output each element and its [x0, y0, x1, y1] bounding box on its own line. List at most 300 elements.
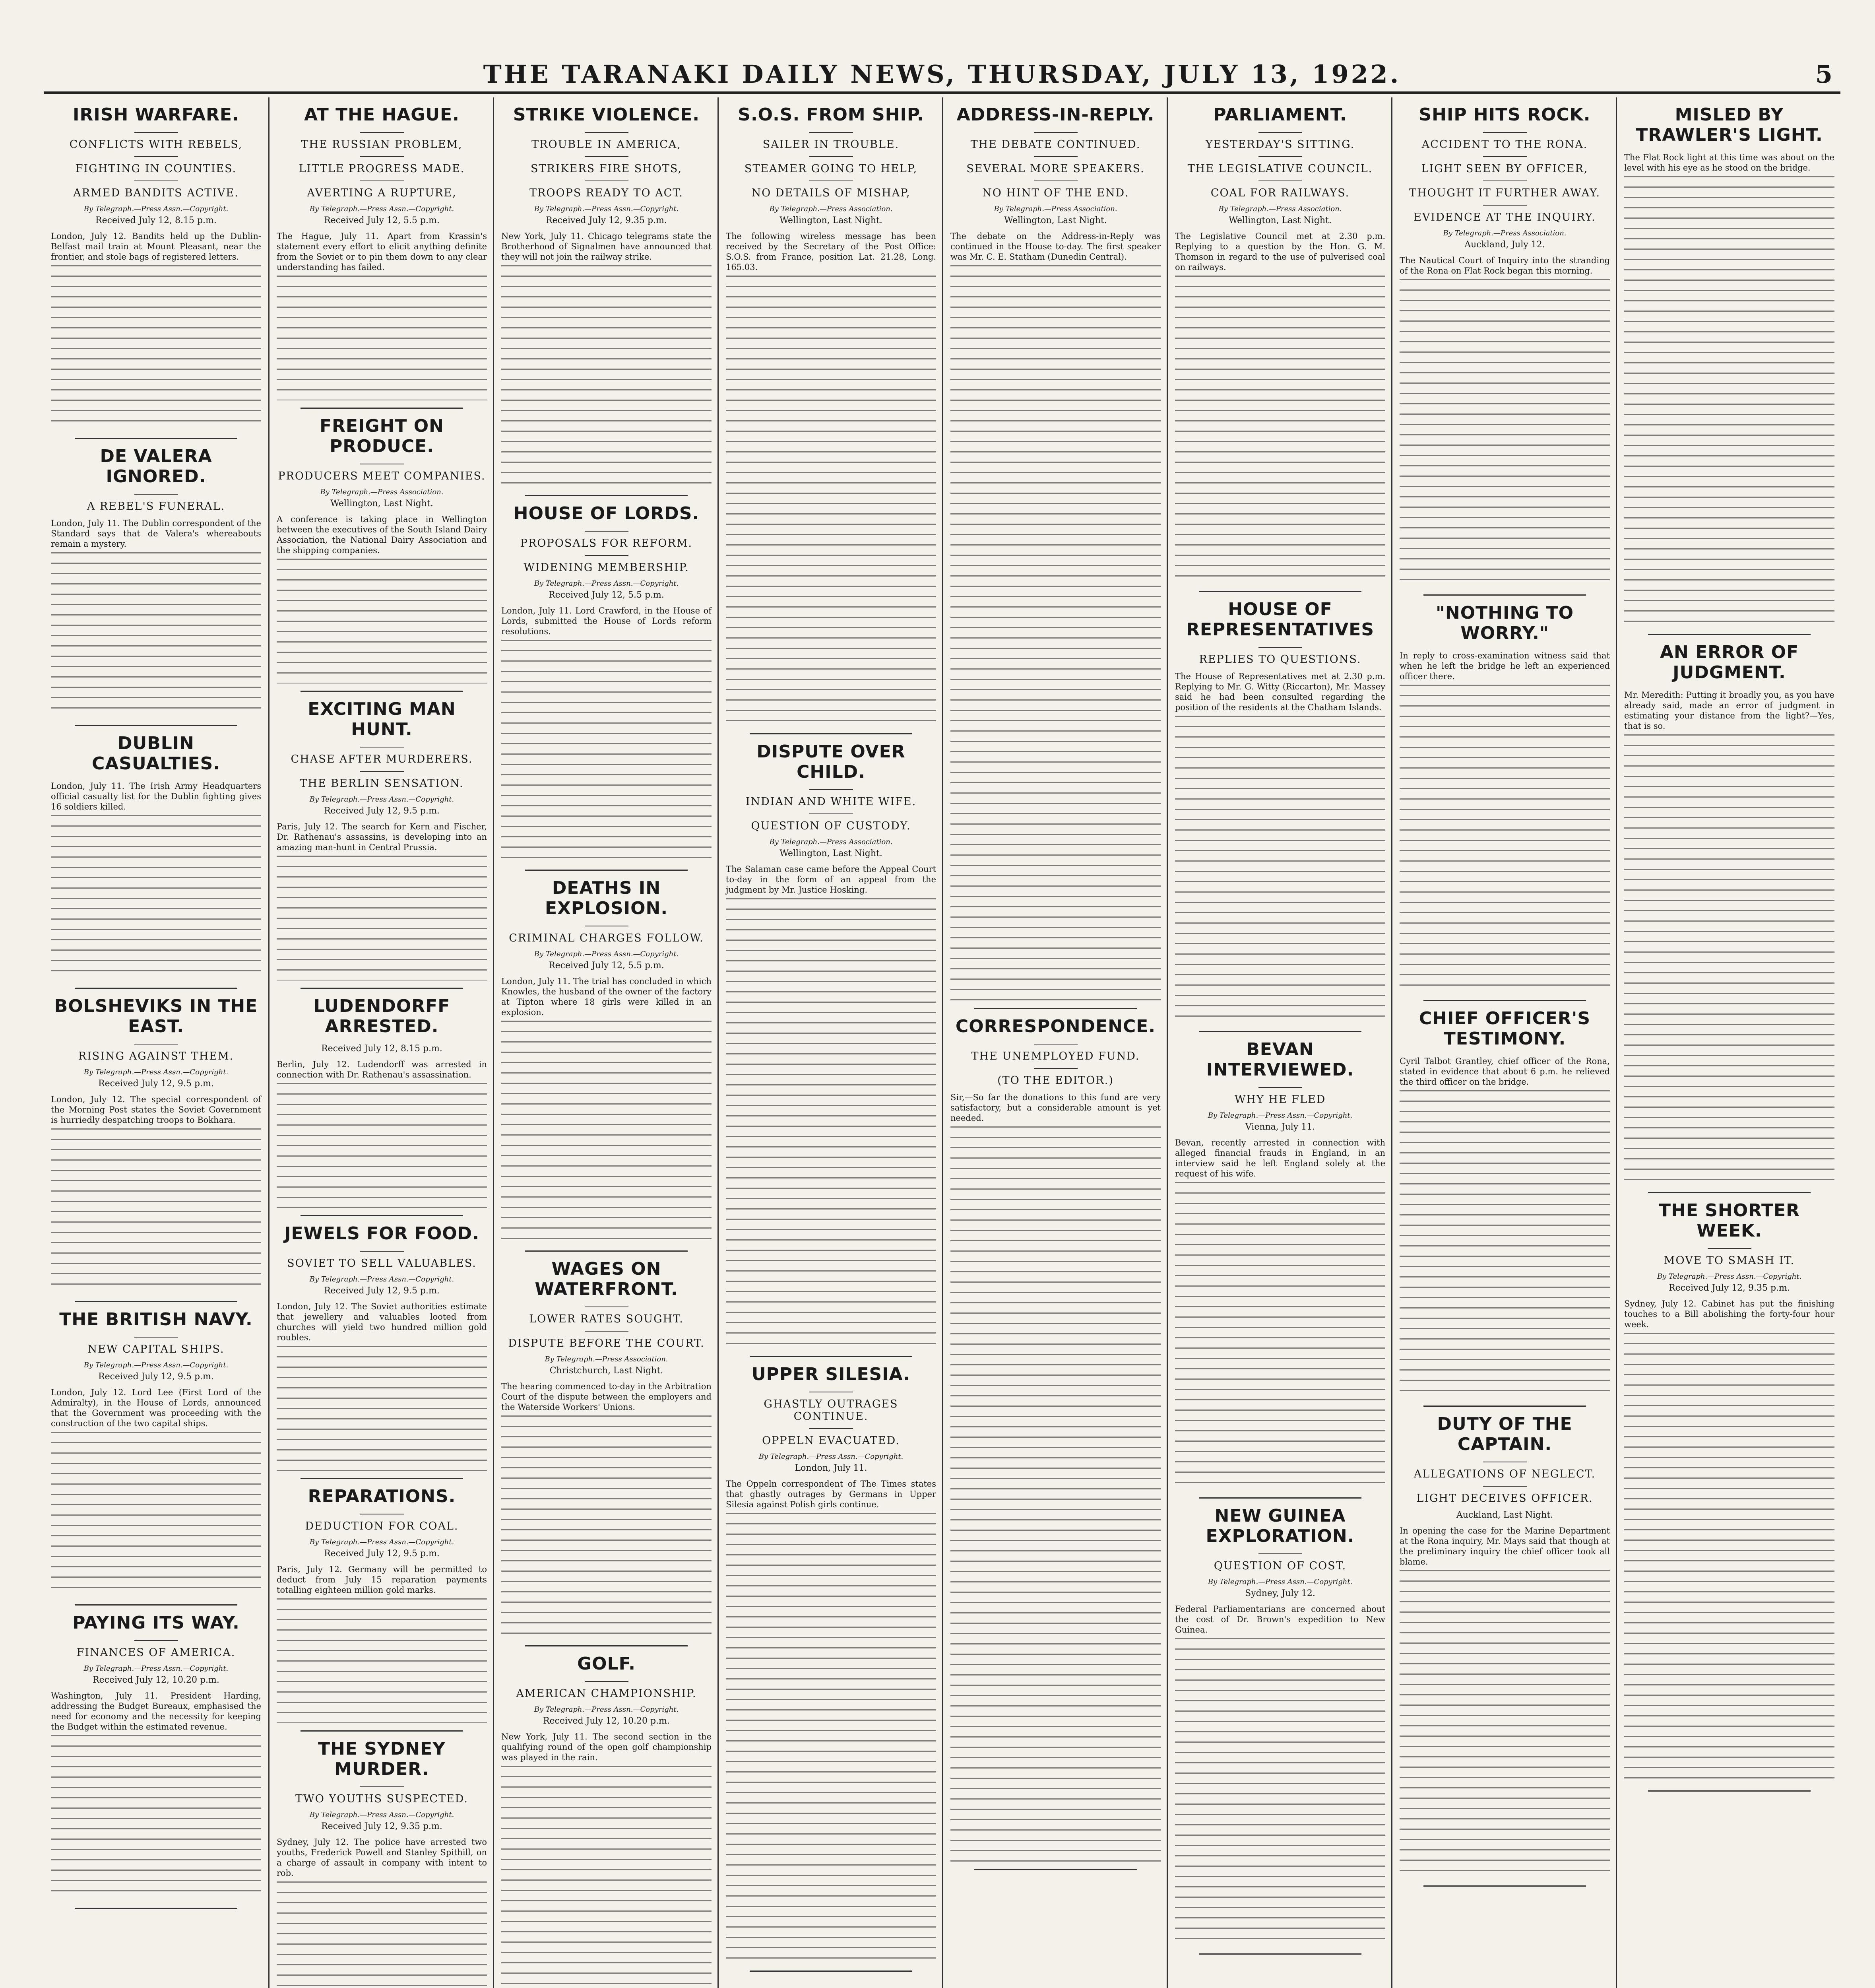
section-rule — [1199, 1497, 1361, 1499]
article-body: In opening the case for the Marine Department at the Rona inquiry, Mr. Mays said that though at the preliminary inquiry the chief officer took all blame. — [1400, 1526, 1610, 1567]
divider — [585, 531, 628, 532]
article-headline: HOUSE OF REPRESENTATIVES — [1186, 599, 1375, 640]
section-rule — [1648, 634, 1811, 635]
article-body-continuation — [1400, 279, 1610, 587]
divider — [360, 1251, 404, 1252]
article-received-line: Received July 12, 9.35 p.m. — [1669, 1283, 1790, 1293]
article-body: Sydney, July 12. The police have arrested two youths, Frederick Powell and Stanley Spithill, on a charge of assault in company with intent to rob. — [277, 1837, 487, 1878]
article-subheading: AMERICAN CHAMPIONSHIP. — [516, 1687, 697, 1700]
article-received-line: Received July 12, 9.5 p.m. — [98, 1372, 214, 1382]
section-rule — [525, 495, 688, 496]
divider — [360, 771, 404, 772]
article-received-line: Sydney, July 12. — [1245, 1588, 1315, 1598]
article — [51, 733, 261, 989]
divider — [360, 132, 404, 133]
article-subheading: CHASE AFTER MURDERERS. — [291, 753, 473, 765]
article-subheading: STEAMER GOING TO HELP, — [744, 163, 918, 175]
article-subheading: NO DETAILS OF MISHAP, — [751, 187, 911, 199]
article — [1175, 599, 1385, 1032]
section-rule — [301, 691, 463, 692]
article — [277, 105, 487, 409]
article-byline: By Telegraph.—Press Assn.—Copyright. — [1208, 1578, 1353, 1586]
article-subheading: TROOPS READY TO ACT. — [529, 187, 683, 199]
article-body-continuation — [726, 1513, 936, 1963]
article-headline: DEATHS IN EXPLOSION. — [545, 878, 668, 918]
article-subheading: NO HINT OF THE END. — [982, 187, 1129, 199]
column-6 — [1167, 97, 1392, 1988]
article-body-continuation — [51, 265, 261, 431]
article-body-continuation — [950, 1126, 1161, 1862]
article-body: The Oppeln correspondent of The Times states that ghastly outrages by Germans in Upper Silesia against Polish girls continue. — [726, 1479, 936, 1509]
article-headline: ADDRESS-IN-REPLY. — [956, 105, 1155, 125]
divider — [1034, 1068, 1078, 1069]
article-body: London, July 12. The special correspondent of the Morning Post states the Soviet Government is hurriedly despatching troops to Bokhara. — [51, 1095, 261, 1125]
article-headline: IRISH WARFARE. — [73, 105, 239, 125]
article-received-line: Wellington, Last Night. — [330, 499, 433, 509]
section-rule — [974, 1008, 1137, 1009]
article-subheading: LIGHT DECEIVES OFFICER. — [1416, 1492, 1593, 1505]
article-body: London, July 12. Lord Lee (First Lord of the Admiralty), in the House of Lords, announced that the Government was proceeding with the construction of the two capital ships. — [51, 1388, 261, 1428]
article-byline: By Telegraph.—Press Assn.—Copyright. — [534, 205, 679, 213]
section-rule — [974, 1869, 1137, 1870]
column-5 — [942, 97, 1168, 1988]
article-body-continuation — [950, 265, 1161, 1001]
article-headline: S.O.S. FROM SHIP. — [738, 105, 924, 125]
section-rule — [1648, 1192, 1811, 1193]
article-byline: By Telegraph.—Press Assn.—Copyright. — [83, 205, 229, 213]
article-headline: CHIEF OFFICER'S TESTIMONY. — [1419, 1008, 1591, 1049]
article-subheading: A REBEL'S FUNERAL. — [87, 500, 225, 513]
article-headline: AN ERROR OF JUDGMENT. — [1660, 642, 1799, 683]
column-7 — [1391, 97, 1617, 1988]
section-rule — [301, 1478, 463, 1479]
section-rule — [525, 870, 688, 871]
divider — [809, 789, 853, 790]
article-subheading: CONFLICTS WITH REBELS, — [69, 138, 243, 151]
article-received-line: Received July 12, 8.15 p.m. — [95, 215, 217, 225]
article-subheading: OPPELN EVACUATED. — [762, 1435, 900, 1447]
article — [277, 416, 487, 692]
article-body-continuation — [51, 815, 261, 980]
article-body: London, July 12. The Soviet authorities estimate that jewellery and valuables looted from churches will yield two hundred million gold roubles. — [277, 1302, 487, 1342]
article-body-continuation — [1400, 1090, 1610, 1398]
article-received-line: Received July 12, 9.35 p.m. — [546, 215, 667, 225]
divider — [1483, 132, 1527, 133]
article-body: Paris, July 12. The search for Kern and Fischer, Dr. Rathenau's assassins, is developing into an amazing man-hunt in Central Prussia. — [277, 822, 487, 852]
article — [501, 1654, 712, 1988]
article-body-continuation — [1175, 1182, 1385, 1490]
article-byline: By Telegraph.—Press Association. — [545, 1355, 668, 1363]
article — [726, 1364, 936, 1972]
divider — [1034, 132, 1078, 133]
article-body-continuation — [1175, 716, 1385, 1024]
article-headline: DE VALERA IGNORED. — [100, 446, 212, 487]
article-body: The Legislative Council met at 2.30 p.m. Replying to a question by the Hon. G. M. Thomson in regard to the use of pulverised coal on railways. — [1175, 231, 1385, 272]
article — [1400, 105, 1610, 596]
article-received-line: Auckland, July 12. — [1464, 240, 1545, 250]
article-subheading: PROPOSALS FOR REFORM. — [520, 537, 693, 549]
article-subheading: ARMED BANDITS ACTIVE. — [73, 187, 239, 199]
divider — [809, 156, 853, 157]
section-rule — [75, 988, 237, 989]
article-subheading: LIGHT SEEN BY OFFICER, — [1421, 163, 1588, 175]
divider — [1034, 156, 1078, 157]
article — [1624, 642, 1834, 1193]
article-body: Berlin, July 12. Ludendorff was arrested in connection with Dr. Rathenau's assassination. — [277, 1060, 487, 1079]
article-byline: By Telegraph.—Press Association. — [769, 205, 893, 213]
article-body: Bevan, recently arrested in connection with alleged financial frauds in England, in an interview said he left England solely at the request of his wife. — [1175, 1138, 1385, 1178]
column-3 — [493, 97, 719, 1988]
article-headline: NEW GUINEA EXPLORATION. — [1206, 1506, 1355, 1546]
divider — [1258, 1087, 1302, 1088]
article-body-continuation — [51, 552, 261, 718]
article-byline: By Telegraph.—Press Assn.—Copyright. — [309, 795, 454, 804]
divider — [134, 494, 178, 495]
article-received-line: Vienna, July 11. — [1245, 1122, 1315, 1132]
divider — [585, 156, 628, 157]
divider — [134, 156, 178, 157]
article-subheading: LOWER RATES SOUGHT. — [529, 1313, 684, 1325]
article-byline: By Telegraph.—Press Assn.—Copyright. — [83, 1361, 229, 1369]
article-received-line: Christchurch, Last Night. — [549, 1366, 663, 1376]
article-received-line: Auckland, Last Night. — [1456, 1510, 1553, 1520]
divider — [134, 1640, 178, 1641]
article-headline: THE SYDNEY MURDER. — [318, 1739, 446, 1779]
article-body-continuation — [277, 1598, 487, 1723]
divider — [1708, 1248, 1751, 1249]
section-rule — [1199, 1031, 1361, 1032]
article-received-line: Received July 12, 9.5 p.m. — [324, 1286, 440, 1296]
article-received-line: Received July 12, 5.5 p.m. — [549, 961, 664, 971]
article-headline: BOLSHEVIKS IN THE EAST. — [54, 996, 258, 1037]
article-body: In reply to cross-examination witness said that when he left the bridge he left an experienced officer there. — [1400, 651, 1610, 681]
article-headline: CORRESPONDENCE. — [955, 1016, 1156, 1037]
article-subheading: LITTLE PROGRESS MADE. — [299, 163, 465, 175]
section-rule — [750, 733, 912, 734]
section-rule — [301, 1215, 463, 1216]
article-subheading: WIDENING MEMBERSHIP. — [524, 561, 689, 574]
article-body-continuation — [726, 898, 936, 1349]
article-subheading: EVIDENCE AT THE INQUIRY. — [1414, 211, 1596, 223]
section-rule — [1648, 1790, 1811, 1792]
article-received-line: Received July 12, 9.5 p.m. — [324, 1549, 440, 1559]
article-subheading: SEVERAL MORE SPEAKERS. — [966, 163, 1145, 175]
article-received-line: Received July 12, 8.15 p.m. — [321, 1044, 442, 1054]
article — [277, 996, 487, 1216]
article-body: New York, July 11. The second section in the qualifying round of the open golf championship was played in the rain. — [501, 1732, 712, 1762]
article-body: Sydney, July 12. Cabinet has put the finishing touches to a Bill abolishing the forty-four hour week. — [1624, 1299, 1834, 1329]
article — [51, 105, 261, 439]
article-body-continuation — [277, 1881, 487, 1988]
article-body-continuation — [277, 1083, 487, 1208]
article — [51, 446, 261, 726]
article-body: Cyril Talbot Grantley, chief officer of the Rona, stated in evidence that about 6 p.m. he relieved the third officer on the bridge. — [1400, 1056, 1610, 1087]
article-received-line: Received July 12, 10.20 p.m. — [543, 1716, 670, 1726]
article — [277, 1486, 487, 1732]
article-subheading: SOVIET TO SELL VALUABLES. — [287, 1257, 477, 1270]
article-subheading: THE UNEMPLOYED FUND. — [971, 1050, 1140, 1062]
divider — [1483, 1486, 1527, 1487]
article-subheading: ACCIDENT TO THE RONA. — [1421, 138, 1588, 151]
article-headline: DISPUTE OVER CHILD. — [756, 742, 906, 782]
article-subheading: YESTERDAY'S SITTING. — [1205, 138, 1355, 151]
article-headline: REPARATIONS. — [308, 1486, 456, 1507]
section-rule — [75, 1908, 237, 1909]
article-received-line: Received July 12, 9.35 p.m. — [321, 1821, 442, 1831]
article-received-line: Received July 12, 5.5 p.m. — [324, 215, 440, 225]
article — [51, 1613, 261, 1909]
article-subheading: NEW CAPITAL SHIPS. — [87, 1343, 225, 1355]
article-subheading: TROUBLE IN AMERICA, — [531, 138, 681, 151]
article-headline: FREIGHT ON PRODUCE. — [320, 416, 444, 456]
article-received-line: London, July 11. — [795, 1463, 867, 1473]
article-headline: WAGES ON WATERFRONT. — [535, 1259, 678, 1299]
article-body-continuation — [277, 856, 487, 980]
article-body-continuation — [51, 1128, 261, 1294]
article-body-continuation — [1400, 685, 1610, 993]
section-rule — [301, 408, 463, 409]
article-byline: By Telegraph.—Press Assn.—Copyright. — [534, 950, 679, 958]
divider — [585, 1331, 628, 1332]
article — [1624, 1200, 1834, 1792]
article — [501, 503, 712, 871]
article-body: The Hague, July 11. Apart from Krassin's statement every effort to elicit anything definite from the Soviet or to pin them down to any clear understanding has failed. — [277, 231, 487, 272]
divider — [585, 1681, 628, 1682]
article-subheading: FIGHTING IN COUNTIES. — [75, 163, 237, 175]
article-subheading: REPLIES TO QUESTIONS. — [1199, 653, 1361, 666]
article-headline: UPPER SILESIA. — [751, 1364, 911, 1384]
column-8 — [1616, 97, 1842, 1988]
article-received-line: Received July 12, 10.20 p.m. — [93, 1675, 219, 1685]
article-byline: By Telegraph.—Press Association. — [1443, 229, 1567, 237]
column-2 — [268, 97, 494, 1988]
section-rule — [750, 1356, 912, 1357]
article — [1175, 1506, 1385, 1955]
article-body-continuation — [1624, 176, 1834, 627]
article-byline: By Telegraph.—Press Assn.—Copyright. — [1657, 1272, 1802, 1281]
article-body: The Nautical Court of Inquiry into the stranding of the Rona on Flat Rock began this morning. — [1400, 256, 1610, 276]
article-headline: STRIKE VIOLENCE. — [513, 105, 700, 125]
article-subheading: THE BERLIN SENSATION. — [300, 777, 464, 790]
article-body: London, July 12. Bandits held up the Dublin-Belfast mail train at Mount Pleasant, near the frontier, and stole bags of registered letters. — [51, 231, 261, 262]
article-byline: By Telegraph.—Press Assn.—Copyright. — [758, 1452, 904, 1461]
article-body-continuation — [51, 1735, 261, 1901]
article-subheading: DEDUCTION FOR COAL. — [305, 1520, 459, 1532]
article-byline: By Telegraph.—Press Assn.—Copyright. — [309, 205, 454, 213]
article-subheading: ALLEGATIONS OF NEGLECT. — [1414, 1468, 1596, 1480]
divider — [134, 132, 178, 133]
article-byline: By Telegraph.—Press Association. — [1218, 205, 1342, 213]
article-headline: DUTY OF THE CAPTAIN. — [1437, 1414, 1573, 1454]
article — [51, 1309, 261, 1606]
article-subheading: INDIAN AND WHITE WIFE. — [745, 796, 917, 808]
section-rule — [75, 438, 237, 439]
article-body: London, July 11. The Irish Army Headquarters official casualty list for the Dublin fighting gives 16 soldiers killed. — [51, 781, 261, 812]
divider — [809, 132, 853, 133]
section-rule — [75, 725, 237, 726]
article-subheading: FINANCES OF AMERICA. — [76, 1646, 236, 1659]
article-headline: LUDENDORFF ARRESTED. — [313, 996, 450, 1037]
article-body-continuation — [501, 1021, 712, 1243]
article — [501, 878, 712, 1252]
article-headline: DUBLIN CASUALTIES. — [91, 733, 221, 774]
section-rule — [1423, 1000, 1586, 1001]
article-body: Paris, July 12. Germany will be permitted to deduct from July 15 reparation payments totalling eighteen million gold marks. — [277, 1565, 487, 1595]
article-headline: HOUSE OF LORDS. — [513, 503, 700, 524]
article-body-continuation — [726, 276, 936, 726]
article-body: Washington, July 11. President Harding, addressing the Budget Bureaux, emphasised the need for economy and the necessity for keeping the Budget within the estimated revenue. — [51, 1691, 261, 1732]
section-rule — [301, 988, 463, 989]
article-subheading: THE DEBATE CONTINUED. — [970, 138, 1141, 151]
article — [501, 105, 712, 496]
article-subheading: COAL FOR RAILWAYS. — [1210, 187, 1350, 199]
article — [1400, 1414, 1610, 1887]
page-number: 5 — [1815, 60, 1832, 89]
article-body-continuation — [1400, 1570, 1610, 1878]
article-subheading: PRODUCERS MEET COMPANIES. — [278, 470, 486, 482]
divider — [585, 555, 628, 556]
article-headline: BEVAN INTERVIEWED. — [1206, 1039, 1354, 1080]
article-subheading: THE LEGISLATIVE COUNCIL. — [1187, 163, 1373, 175]
article-received-line: Wellington, Last Night. — [779, 848, 882, 858]
article — [1624, 105, 1834, 635]
article — [1175, 1039, 1385, 1499]
article-subheading: THOUGHT IT FURTHER AWAY. — [1409, 187, 1601, 199]
article-body: New York, July 11. Chicago telegrams state the Brotherhood of Signalmen have announced that they will not join the railway strike. — [501, 231, 712, 262]
article — [950, 1016, 1161, 1870]
article — [1400, 1008, 1610, 1407]
article-byline: By Telegraph.—Press Association. — [320, 488, 444, 496]
article — [501, 1259, 712, 1646]
article — [950, 105, 1161, 1009]
article-subheading: QUESTION OF CUSTODY. — [751, 820, 911, 832]
article-subheading: STRIKERS FIRE SHOTS, — [530, 163, 683, 175]
masthead-title: THE TARANAKI DAILY NEWS, THURSDAY, JULY 13, 1922. — [483, 60, 1401, 89]
article-received-line: Wellington, Last Night. — [1229, 215, 1332, 225]
article-subheading: RISING AGAINST THEM. — [78, 1050, 234, 1062]
article-body: The Salaman case came before the Appeal Court to-day in the form of an appeal from the judgment by Mr. Justice Hosking. — [726, 864, 936, 895]
article-body: Mr. Meredith: Putting it broadly you, as you have already said, made an error of judgment in estimating your distance from the light?—Yes, that is so. — [1624, 690, 1834, 731]
section-rule — [1199, 591, 1361, 592]
divider — [1258, 647, 1302, 648]
divider — [1258, 132, 1302, 133]
article-subheading: (TO THE EDITOR.) — [997, 1074, 1114, 1087]
article-body-continuation — [1175, 276, 1385, 584]
article-subheading: DISPUTE BEFORE THE COURT. — [508, 1337, 705, 1349]
divider — [134, 1337, 178, 1338]
article-headline: THE SHORTER WEEK. — [1659, 1200, 1800, 1241]
article-byline: By Telegraph.—Press Assn.—Copyright. — [534, 579, 679, 588]
article-headline: PAYING ITS WAY. — [72, 1613, 240, 1633]
article-headline: "NOTHING TO WORRY." — [1435, 603, 1574, 643]
section-rule — [1423, 1885, 1586, 1887]
article — [726, 742, 936, 1357]
article-subheading: CRIMINAL CHARGES FOLLOW. — [509, 932, 704, 944]
article-subheading: TWO YOUTHS SUSPECTED. — [295, 1793, 469, 1805]
divider — [585, 132, 628, 133]
article-body: London, July 11. The Dublin correspondent of the Standard says that de Valera's whereabouts remain a mystery. — [51, 518, 261, 549]
article-headline: MISLED BY TRAWLER'S LIGHT. — [1636, 105, 1823, 145]
article — [277, 699, 487, 989]
article-headline: JEWELS FOR FOOD. — [284, 1223, 479, 1244]
divider — [360, 1786, 404, 1787]
article-body-continuation — [1624, 1333, 1834, 1783]
article-subheading: THE RUSSIAN PROBLEM, — [301, 138, 463, 151]
article-body: London, July 11. The trial has concluded in which Knowles, the husband of the owner of the factory at Tipton where 18 girls were killed in an explosion. — [501, 977, 712, 1017]
article — [1175, 105, 1385, 592]
article-received-line: Received July 12, 9.5 p.m. — [324, 806, 440, 816]
article-body-continuation — [277, 1346, 487, 1471]
article — [726, 105, 936, 734]
article-body: Sir,—So far the donations to this fund are very satisfactory, but a considerable amount is yet needed. — [950, 1093, 1161, 1123]
article — [277, 1739, 487, 1988]
article-byline: By Telegraph.—Press Assn.—Copyright. — [83, 1068, 229, 1076]
section-rule — [75, 1604, 237, 1606]
article-body: The House of Representatives met at 2.30 p.m. Replying to Mr. G. Witty (Riccarton), Mr. Massey said he had been consulted regarding the position of the residents at the Chatham Islands. — [1175, 672, 1385, 712]
article-body-continuation — [51, 1432, 261, 1597]
article-subheading: MOVE TO SMASH IT. — [1664, 1254, 1795, 1267]
article-byline: By Telegraph.—Press Assn.—Copyright. — [309, 1538, 454, 1546]
divider — [1258, 156, 1302, 157]
article-body-continuation — [501, 1766, 712, 1988]
divider — [809, 1428, 853, 1429]
article-headline: SHIP HITS ROCK. — [1419, 105, 1591, 125]
masthead — [44, 60, 1840, 94]
article-body: A conference is taking place in Wellington between the executives of the South Island Dairy Association, the National Dairy Association and the shipping companies. — [277, 514, 487, 555]
article-body-continuation — [1175, 1638, 1385, 1946]
article — [1400, 603, 1610, 1001]
article-received-line: Wellington, Last Night. — [779, 215, 882, 225]
article-body: The debate on the Address-in-Reply was continued in the House to-day. The first speaker was Mr. C. E. Statham (Dunedin Central). — [950, 231, 1161, 262]
section-rule — [1423, 1406, 1586, 1407]
divider — [1483, 156, 1527, 157]
article-headline: AT THE HAGUE. — [304, 105, 460, 125]
article-body-continuation — [277, 559, 487, 683]
article-body-continuation — [501, 640, 712, 862]
article-headline: EXCITING MAN HUNT. — [308, 699, 456, 740]
article-body: The Flat Rock light at this time was about on the level with his eye as he stood on the bridge. — [1624, 153, 1834, 173]
article-headline: GOLF. — [577, 1654, 636, 1674]
article — [277, 1223, 487, 1479]
section-rule — [1423, 594, 1586, 596]
article-body: Federal Parliamentarians are concerned about the cost of Dr. Brown's expedition to New Guinea. — [1175, 1604, 1385, 1635]
article-body-continuation — [277, 276, 487, 400]
article-headline: THE BRITISH NAVY. — [59, 1309, 253, 1330]
article-byline: By Telegraph.—Press Assn.—Copyright. — [83, 1664, 229, 1673]
divider — [360, 156, 404, 157]
divider — [1258, 1553, 1302, 1554]
article-subheading: SAILER IN TROUBLE. — [762, 138, 900, 151]
article-subheading: GHASTLY OUTRAGES CONTINUE. — [764, 1398, 898, 1423]
article-byline: By Telegraph.—Press Assn.—Copyright. — [1208, 1111, 1353, 1120]
section-rule — [525, 1645, 688, 1646]
divider — [1483, 205, 1527, 206]
article — [51, 996, 261, 1302]
article-body-continuation — [501, 1415, 712, 1638]
article-columns — [44, 97, 1840, 1988]
article-body: The hearing commenced to-day in the Arbitration Court of the dispute between the employers and the Waterside Workers' Unions. — [501, 1382, 712, 1412]
article-headline: PARLIAMENT. — [1213, 105, 1347, 125]
article-received-line: Received July 12, 9.5 p.m. — [98, 1079, 214, 1089]
article-received-line: Wellington, Last Night. — [1004, 215, 1107, 225]
article-byline: By Telegraph.—Press Assn.—Copyright. — [534, 1705, 679, 1714]
article-byline: By Telegraph.—Press Association. — [994, 205, 1117, 213]
article-byline: By Telegraph.—Press Assn.—Copyright. — [309, 1275, 454, 1283]
article-body: The following wireless message has been received by the Secretary of the Post Office: S.O.S. from France, position Lat. 21.28, Long. 165.03. — [726, 231, 936, 272]
article-received-line: Received July 12, 5.5 p.m. — [549, 590, 664, 600]
article-byline: By Telegraph.—Press Assn.—Copyright. — [309, 1811, 454, 1819]
article-subheading: WHY HE FLED — [1234, 1093, 1326, 1106]
